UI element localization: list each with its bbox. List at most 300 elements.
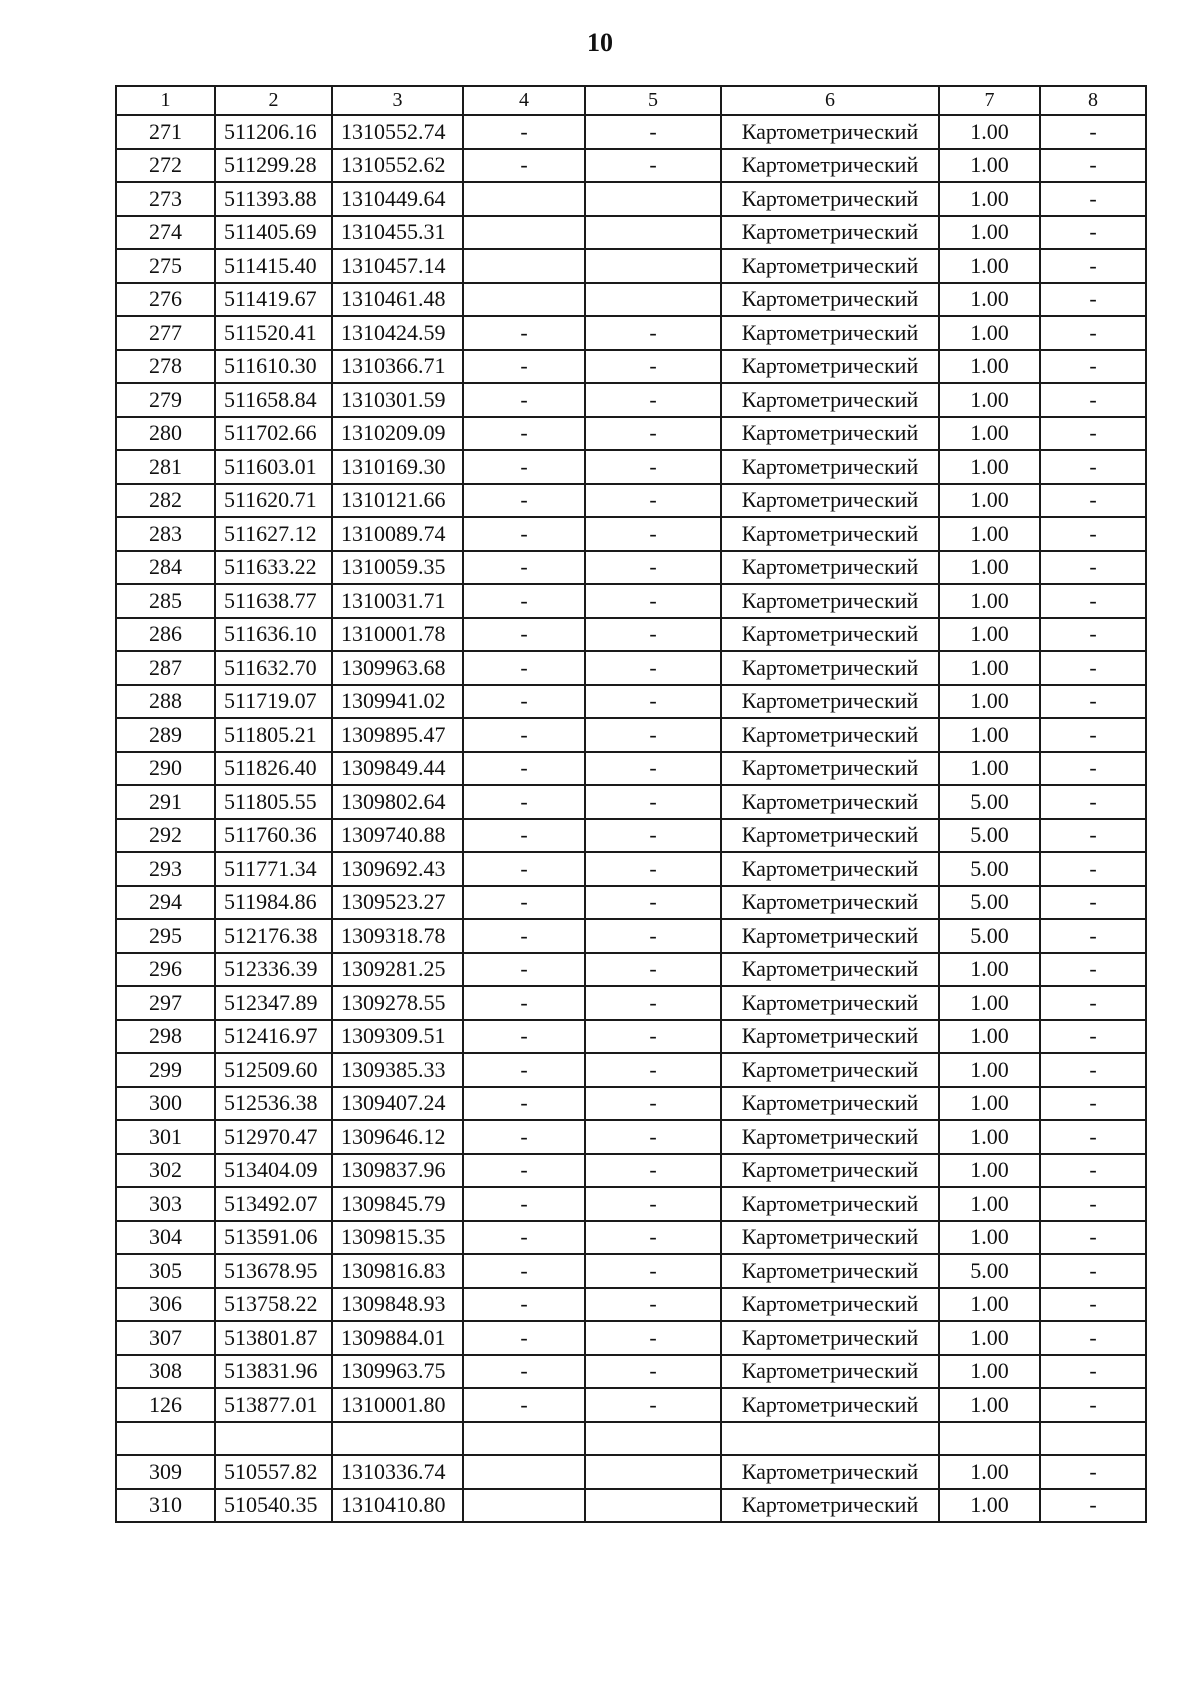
table-cell-col-6: Картометрический: [721, 115, 939, 149]
table-cell-col-1: 274: [116, 216, 215, 250]
table-cell-col-5: -: [585, 1053, 721, 1087]
table-cell-col-3: 1309816.83: [332, 1254, 463, 1288]
table-cell-col-4: -: [463, 718, 585, 752]
table-cell-col-2: 511658.84: [215, 383, 332, 417]
table-cell-col-2: 511206.16: [215, 115, 332, 149]
table-cell-col-2: 513877.01: [215, 1388, 332, 1422]
table-cell-col-6: Картометрический: [721, 752, 939, 786]
table-row: [116, 852, 1146, 886]
table-row: [116, 115, 1146, 149]
table-cell-col-6: Картометрический: [721, 819, 939, 853]
table-cell-col-1: 295: [116, 919, 215, 953]
table-cell-col-7: 1.00: [939, 1489, 1040, 1523]
page-number: 10: [587, 28, 613, 57]
table-cell-col-2: 511805.55: [215, 785, 332, 819]
table-cell-col-7: 1.00: [939, 752, 1040, 786]
table-cell-col-8: -: [1040, 517, 1146, 551]
table-cell-col-4: -: [463, 417, 585, 451]
table-cell-col-4: -: [463, 1355, 585, 1389]
table-cell-col-7: 1.00: [939, 651, 1040, 685]
table-cell-col-6: Картометрический: [721, 1187, 939, 1221]
table-cell-col-7: 5.00: [939, 785, 1040, 819]
table-cell-col-5: -: [585, 1187, 721, 1221]
table-cell-col-2: 512347.89: [215, 986, 332, 1020]
table-cell-col-5: [585, 283, 721, 317]
table-cell-col-4: -: [463, 1187, 585, 1221]
table-cell-col-2: 511702.66: [215, 417, 332, 451]
table-cell-col-8: -: [1040, 685, 1146, 719]
table-cell-col-8: -: [1040, 249, 1146, 283]
table-cell-col-3: 1310461.48: [332, 283, 463, 317]
table-cell-col-1: 302: [116, 1154, 215, 1188]
table-cell-col-1: 307: [116, 1321, 215, 1355]
table-cell-col-6: Картометрический: [721, 1489, 939, 1523]
table-cell-col-3: 1310169.30: [332, 450, 463, 484]
table-cell-col-2: 513492.07: [215, 1187, 332, 1221]
table-row: [116, 919, 1146, 953]
table-cell-col-5: -: [585, 149, 721, 183]
table-cell-col-2: 511636.10: [215, 618, 332, 652]
table-cell-col-4: -: [463, 1120, 585, 1154]
table-row: [116, 1020, 1146, 1054]
table-cell-col-6: Картометрический: [721, 1388, 939, 1422]
table-cell-col-2: [215, 1422, 332, 1456]
table-cell-col-3: 1309848.93: [332, 1288, 463, 1322]
table-cell-col-1: 278: [116, 350, 215, 384]
table-cell-col-8: -: [1040, 1288, 1146, 1322]
table-cell-col-1: 293: [116, 852, 215, 886]
table-cell-col-5: [585, 249, 721, 283]
table-cell-col-5: -: [585, 718, 721, 752]
column-header-5: 5: [585, 86, 721, 115]
table-row: [116, 685, 1146, 719]
table-row: [116, 1053, 1146, 1087]
table-cell-col-8: -: [1040, 450, 1146, 484]
table-cell-col-3: 1310449.64: [332, 182, 463, 216]
table-cell-col-8: -: [1040, 383, 1146, 417]
table-cell-col-1: 296: [116, 953, 215, 987]
table-cell-col-3: 1309941.02: [332, 685, 463, 719]
table-cell-col-4: -: [463, 852, 585, 886]
table-cell-col-7: 5.00: [939, 886, 1040, 920]
table-cell-col-7: 1.00: [939, 1053, 1040, 1087]
table-cell-col-4: -: [463, 1087, 585, 1121]
table-row: [116, 1422, 1146, 1456]
table-cell-col-6: Картометрический: [721, 1221, 939, 1255]
table-cell-col-4: -: [463, 953, 585, 987]
table-cell-col-5: [585, 1455, 721, 1489]
table-cell-col-4: -: [463, 886, 585, 920]
table-cell-col-4: -: [463, 115, 585, 149]
table-row: [116, 283, 1146, 317]
column-header-6: 6: [721, 86, 939, 115]
table-cell-col-8: -: [1040, 1221, 1146, 1255]
table-cell-col-2: 512416.97: [215, 1020, 332, 1054]
table-cell-col-2: 511771.34: [215, 852, 332, 886]
table-cell-col-5: -: [585, 1020, 721, 1054]
table-body: [116, 115, 1146, 1522]
table-row: [116, 417, 1146, 451]
column-header-3: 3: [332, 86, 463, 115]
table-cell-col-7: 1.00: [939, 1455, 1040, 1489]
table-cell-col-6: Картометрический: [721, 953, 939, 987]
table-row: [116, 953, 1146, 987]
table-cell-col-7: 1.00: [939, 316, 1040, 350]
table-cell-col-6: Картометрический: [721, 1154, 939, 1188]
table-cell-col-8: -: [1040, 886, 1146, 920]
table-cell-col-4: [463, 182, 585, 216]
table-cell-col-5: -: [585, 1388, 721, 1422]
table-cell-col-6: Картометрический: [721, 149, 939, 183]
table-cell-col-3: 1309849.44: [332, 752, 463, 786]
table-cell-col-4: -: [463, 350, 585, 384]
table-cell-col-6: Картометрический: [721, 551, 939, 585]
table-cell-col-8: -: [1040, 350, 1146, 384]
table-cell-col-7: 1.00: [939, 953, 1040, 987]
table-row: [116, 249, 1146, 283]
table-cell-col-1: 283: [116, 517, 215, 551]
table-cell-col-1: [116, 1422, 215, 1456]
table-cell-col-1: 292: [116, 819, 215, 853]
table-cell-col-7: 1.00: [939, 1154, 1040, 1188]
table-cell-col-8: -: [1040, 752, 1146, 786]
table-cell-col-4: -: [463, 1288, 585, 1322]
table-cell-col-3: 1309963.75: [332, 1355, 463, 1389]
table-cell-col-2: 510557.82: [215, 1455, 332, 1489]
table-cell-col-4: -: [463, 517, 585, 551]
table-cell-col-4: -: [463, 919, 585, 953]
table-cell-col-3: 1309523.27: [332, 886, 463, 920]
table-cell-col-7: 5.00: [939, 1254, 1040, 1288]
table-cell-col-8: -: [1040, 1187, 1146, 1221]
table-cell-col-3: 1310089.74: [332, 517, 463, 551]
table-cell-col-5: -: [585, 383, 721, 417]
table-cell-col-8: -: [1040, 182, 1146, 216]
table-cell-col-5: -: [585, 752, 721, 786]
table-cell-col-7: 1.00: [939, 1355, 1040, 1389]
table-cell-col-5: -: [585, 1321, 721, 1355]
table-cell-col-3: 1310336.74: [332, 1455, 463, 1489]
table-row: [116, 1254, 1146, 1288]
table-cell-col-6: Картометрический: [721, 383, 939, 417]
table-cell-col-6: Картометрический: [721, 919, 939, 953]
table-cell-col-6: Картометрический: [721, 1288, 939, 1322]
table-cell-col-4: -: [463, 1388, 585, 1422]
table-row: [116, 1355, 1146, 1389]
table-row: [116, 785, 1146, 819]
column-header-7: 7: [939, 86, 1040, 115]
table-cell-col-4: -: [463, 1020, 585, 1054]
table-cell-col-8: -: [1040, 115, 1146, 149]
table-cell-col-3: 1309318.78: [332, 919, 463, 953]
table-cell-col-1: 298: [116, 1020, 215, 1054]
table-row: [116, 819, 1146, 853]
table-cell-col-3: 1310552.62: [332, 149, 463, 183]
table-cell-col-4: [463, 249, 585, 283]
table-cell-col-2: 513404.09: [215, 1154, 332, 1188]
table-cell-col-6: Картометрический: [721, 584, 939, 618]
table-cell-col-8: -: [1040, 953, 1146, 987]
table-cell-col-7: 1.00: [939, 383, 1040, 417]
table-cell-col-8: -: [1040, 986, 1146, 1020]
table-cell-col-3: 1310455.31: [332, 216, 463, 250]
table-cell-col-5: -: [585, 852, 721, 886]
table-cell-col-7: 1.00: [939, 1221, 1040, 1255]
table-cell-col-1: 126: [116, 1388, 215, 1422]
table-cell-col-8: -: [1040, 417, 1146, 451]
table-row: [116, 1288, 1146, 1322]
table-cell-col-8: -: [1040, 551, 1146, 585]
table-cell-col-8: -: [1040, 1254, 1146, 1288]
table-cell-col-4: [463, 1422, 585, 1456]
table-cell-col-7: [939, 1422, 1040, 1456]
table-cell-col-1: 280: [116, 417, 215, 451]
table-cell-col-8: -: [1040, 283, 1146, 317]
table-cell-col-3: 1310552.74: [332, 115, 463, 149]
table-cell-col-6: Картометрический: [721, 1455, 939, 1489]
table-cell-col-1: 287: [116, 651, 215, 685]
table-cell-col-5: [585, 1422, 721, 1456]
table-cell-col-7: 1.00: [939, 584, 1040, 618]
table-cell-col-5: -: [585, 350, 721, 384]
table-cell-col-8: -: [1040, 618, 1146, 652]
table-cell-col-8: -: [1040, 1321, 1146, 1355]
column-header-2: 2: [215, 86, 332, 115]
table-cell-col-4: -: [463, 1053, 585, 1087]
table-cell-col-5: -: [585, 919, 721, 953]
table-cell-col-1: 291: [116, 785, 215, 819]
table-cell-col-3: 1309278.55: [332, 986, 463, 1020]
table-cell-col-5: -: [585, 450, 721, 484]
table-cell-col-5: -: [585, 785, 721, 819]
table-cell-col-7: 1.00: [939, 685, 1040, 719]
table-cell-col-3: 1309963.68: [332, 651, 463, 685]
table-cell-col-1: 306: [116, 1288, 215, 1322]
table-cell-col-5: -: [585, 1288, 721, 1322]
table-cell-col-5: -: [585, 115, 721, 149]
table-cell-col-1: 310: [116, 1489, 215, 1523]
table-row: [116, 752, 1146, 786]
table-cell-col-6: Картометрический: [721, 986, 939, 1020]
coordinates-table: [115, 85, 1147, 1523]
table-cell-col-6: Картометрический: [721, 1355, 939, 1389]
table-row: [116, 1087, 1146, 1121]
table-cell-col-1: 284: [116, 551, 215, 585]
table-cell-col-2: 511393.88: [215, 182, 332, 216]
table-row: [116, 182, 1146, 216]
table-cell-col-1: 308: [116, 1355, 215, 1389]
table-cell-col-3: 1309281.25: [332, 953, 463, 987]
table-cell-col-2: 512970.47: [215, 1120, 332, 1154]
table-cell-col-7: 1.00: [939, 149, 1040, 183]
table-cell-col-2: 511719.07: [215, 685, 332, 719]
table-cell-col-2: 511419.67: [215, 283, 332, 317]
table-row: [116, 517, 1146, 551]
table-cell-col-3: 1309815.35: [332, 1221, 463, 1255]
table-cell-col-4: -: [463, 986, 585, 1020]
table-cell-col-3: 1310457.14: [332, 249, 463, 283]
table-cell-col-5: -: [585, 1221, 721, 1255]
table-cell-col-5: -: [585, 551, 721, 585]
table-cell-col-4: -: [463, 149, 585, 183]
table-cell-col-2: 511805.21: [215, 718, 332, 752]
table-cell-col-3: 1310424.59: [332, 316, 463, 350]
table-cell-col-4: -: [463, 1221, 585, 1255]
table-cell-col-8: -: [1040, 584, 1146, 618]
table-cell-col-1: 276: [116, 283, 215, 317]
table-cell-col-1: 282: [116, 484, 215, 518]
table-cell-col-3: 1310059.35: [332, 551, 463, 585]
table-cell-col-2: 511603.01: [215, 450, 332, 484]
table-cell-col-2: 511760.36: [215, 819, 332, 853]
table-cell-col-4: -: [463, 450, 585, 484]
table-cell-col-8: -: [1040, 1154, 1146, 1188]
table-cell-col-3: 1310121.66: [332, 484, 463, 518]
table-cell-col-4: -: [463, 1254, 585, 1288]
table-cell-col-3: 1310366.71: [332, 350, 463, 384]
table-cell-col-4: -: [463, 551, 585, 585]
table-cell-col-3: 1310209.09: [332, 417, 463, 451]
table-row: [116, 584, 1146, 618]
table-cell-col-2: 511405.69: [215, 216, 332, 250]
table-cell-col-7: 1.00: [939, 1288, 1040, 1322]
table-row: [116, 618, 1146, 652]
table-cell-col-3: 1310410.80: [332, 1489, 463, 1523]
table-cell-col-7: 1.00: [939, 350, 1040, 384]
table-cell-col-2: 511520.41: [215, 316, 332, 350]
table-cell-col-4: -: [463, 819, 585, 853]
table-cell-col-8: -: [1040, 1020, 1146, 1054]
table-cell-col-7: 1.00: [939, 249, 1040, 283]
table-cell-col-6: Картометрический: [721, 685, 939, 719]
table-cell-col-3: 1309407.24: [332, 1087, 463, 1121]
table-cell-col-2: 511826.40: [215, 752, 332, 786]
table-cell-col-7: 1.00: [939, 417, 1040, 451]
table-cell-col-4: -: [463, 785, 585, 819]
table-cell-col-1: 272: [116, 149, 215, 183]
table-row: [116, 1489, 1146, 1523]
table-cell-col-8: [1040, 1422, 1146, 1456]
table-cell-col-1: 299: [116, 1053, 215, 1087]
table-cell-col-8: -: [1040, 1053, 1146, 1087]
table-cell-col-1: 303: [116, 1187, 215, 1221]
table-cell-col-2: 511299.28: [215, 149, 332, 183]
table-cell-col-6: Картометрический: [721, 216, 939, 250]
table-cell-col-1: 305: [116, 1254, 215, 1288]
table-cell-col-8: -: [1040, 1087, 1146, 1121]
table-cell-col-4: [463, 216, 585, 250]
table-cell-col-8: -: [1040, 819, 1146, 853]
table-cell-col-2: 512536.38: [215, 1087, 332, 1121]
table-cell-col-8: -: [1040, 1120, 1146, 1154]
table-cell-col-7: 1.00: [939, 718, 1040, 752]
table-row: [116, 216, 1146, 250]
table-cell-col-8: -: [1040, 316, 1146, 350]
table-cell-col-5: -: [585, 1154, 721, 1188]
table-cell-col-1: 294: [116, 886, 215, 920]
table-cell-col-2: 511633.22: [215, 551, 332, 585]
table-cell-col-5: -: [585, 1087, 721, 1121]
table-cell-col-7: 1.00: [939, 1020, 1040, 1054]
table-cell-col-7: 1.00: [939, 216, 1040, 250]
table-cell-col-7: 1.00: [939, 115, 1040, 149]
table-cell-col-1: 288: [116, 685, 215, 719]
table-cell-col-5: -: [585, 618, 721, 652]
table-cell-col-5: -: [585, 1120, 721, 1154]
table-cell-col-8: -: [1040, 1489, 1146, 1523]
table-cell-col-4: [463, 283, 585, 317]
table-cell-col-2: 511627.12: [215, 517, 332, 551]
table-cell-col-2: 513591.06: [215, 1221, 332, 1255]
table-cell-col-5: -: [585, 417, 721, 451]
table-cell-col-6: Картометрический: [721, 1254, 939, 1288]
table-cell-col-5: [585, 216, 721, 250]
table-cell-col-3: 1309309.51: [332, 1020, 463, 1054]
table-cell-col-8: -: [1040, 852, 1146, 886]
table-cell-col-6: Картометрический: [721, 450, 939, 484]
table-cell-col-8: -: [1040, 651, 1146, 685]
table-cell-col-2: 511632.70: [215, 651, 332, 685]
table-cell-col-4: [463, 1489, 585, 1523]
table-cell-col-2: 513758.22: [215, 1288, 332, 1322]
table-cell-col-7: 1.00: [939, 450, 1040, 484]
table-cell-col-5: -: [585, 986, 721, 1020]
table-cell-col-2: 511620.71: [215, 484, 332, 518]
table-cell-col-3: 1309385.33: [332, 1053, 463, 1087]
table-cell-col-6: Картометрический: [721, 785, 939, 819]
table-cell-col-5: -: [585, 819, 721, 853]
table-cell-col-3: 1309692.43: [332, 852, 463, 886]
table-row: [116, 1120, 1146, 1154]
table-cell-col-5: [585, 182, 721, 216]
table-row: [116, 1388, 1146, 1422]
table-cell-col-1: 289: [116, 718, 215, 752]
table-cell-col-8: -: [1040, 1388, 1146, 1422]
column-header-8: 8: [1040, 86, 1146, 115]
table-cell-col-4: -: [463, 1321, 585, 1355]
table-cell-col-7: 5.00: [939, 919, 1040, 953]
table-cell-col-5: -: [585, 1355, 721, 1389]
table-cell-col-5: -: [585, 316, 721, 350]
table-cell-col-2: 513801.87: [215, 1321, 332, 1355]
table-cell-col-8: -: [1040, 1455, 1146, 1489]
table-cell-col-7: 5.00: [939, 852, 1040, 886]
table-cell-col-7: 5.00: [939, 819, 1040, 853]
table-row: [116, 986, 1146, 1020]
table-cell-col-5: -: [585, 517, 721, 551]
table-cell-col-6: Картометрический: [721, 350, 939, 384]
table-cell-col-2: 512176.38: [215, 919, 332, 953]
table-cell-col-1: 300: [116, 1087, 215, 1121]
table-cell-col-1: 297: [116, 986, 215, 1020]
table-row: [116, 718, 1146, 752]
table-cell-col-4: [463, 1455, 585, 1489]
table-cell-col-2: 512336.39: [215, 953, 332, 987]
table-cell-col-1: 304: [116, 1221, 215, 1255]
table-cell-col-6: Картометрический: [721, 1020, 939, 1054]
table-cell-col-4: -: [463, 1154, 585, 1188]
table-cell-col-7: 1.00: [939, 1187, 1040, 1221]
table-cell-col-5: [585, 1489, 721, 1523]
table-cell-col-3: 1309740.88: [332, 819, 463, 853]
table-cell-col-5: -: [585, 1254, 721, 1288]
table-row: [116, 1321, 1146, 1355]
table-cell-col-2: 511415.40: [215, 249, 332, 283]
table-cell-col-6: Картометрический: [721, 316, 939, 350]
table-cell-col-3: 1309802.64: [332, 785, 463, 819]
table-cell-col-8: -: [1040, 484, 1146, 518]
table-cell-col-7: 1.00: [939, 1087, 1040, 1121]
